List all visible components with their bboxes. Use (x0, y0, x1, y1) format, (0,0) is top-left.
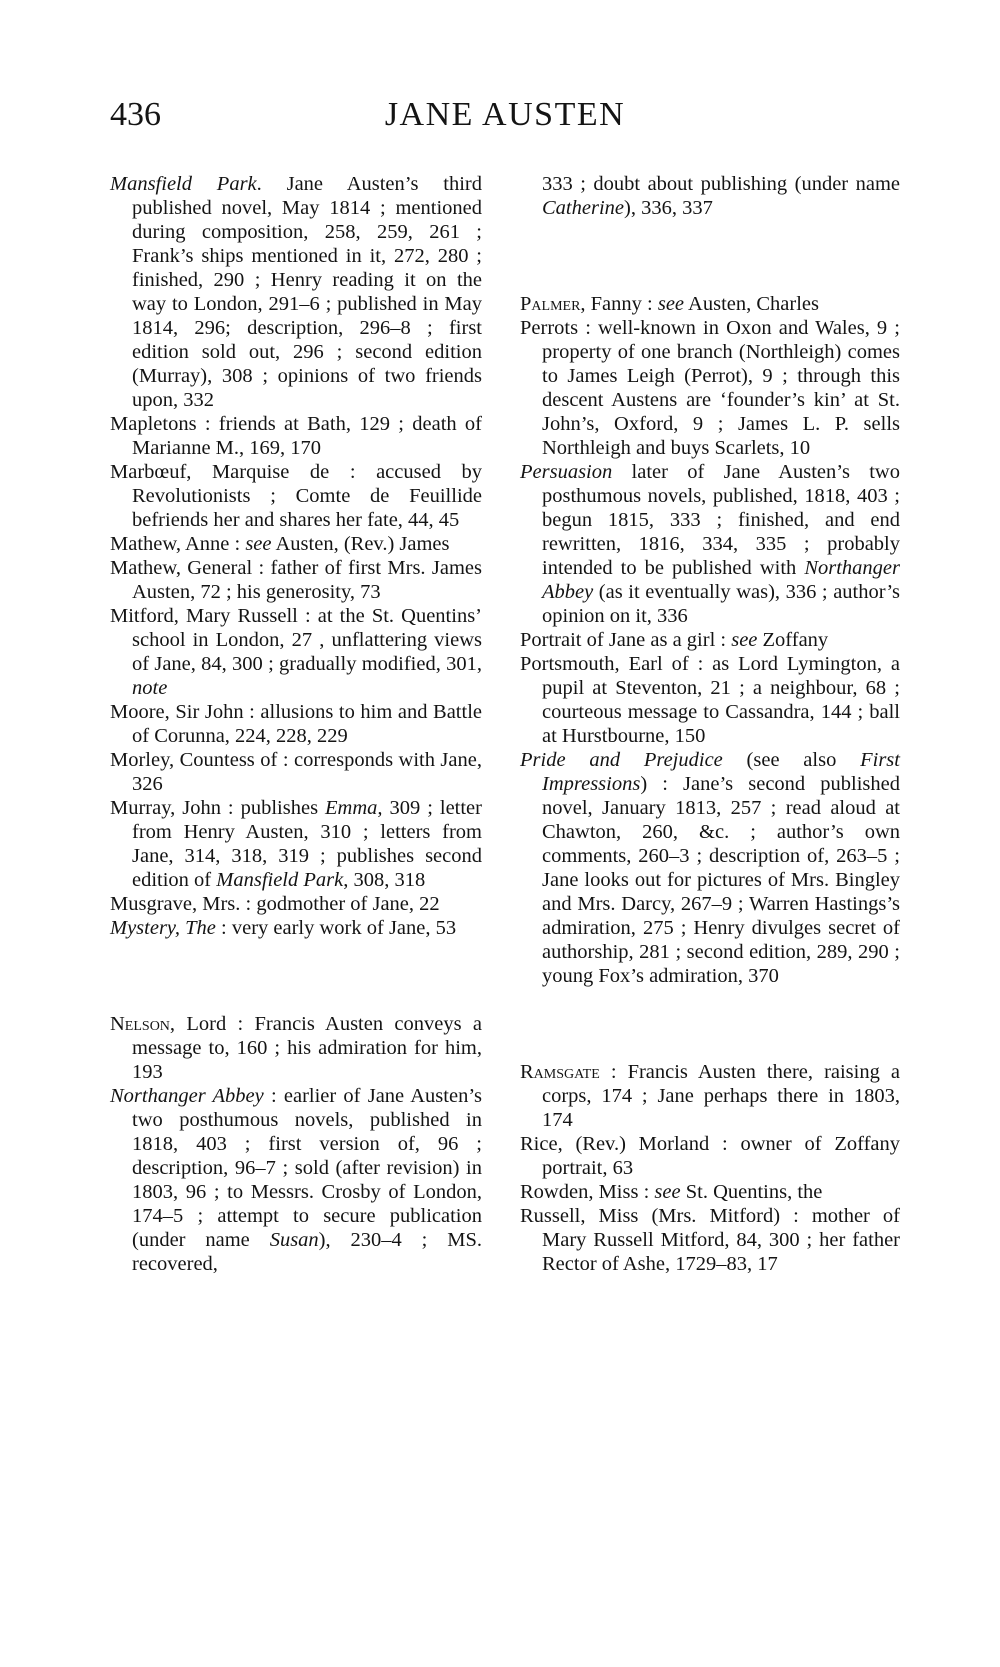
see-reference: see (245, 533, 272, 555)
index-entry-rice: Rice, (Rev.) Morland : owner of Zoffany portrait, 63 (520, 1133, 900, 1179)
index-entry-palmer (520, 292, 900, 316)
entry-text: later of Jane Austen’s two posthumous novels, published, 1818, 403 ; begun 1815, 333 ; finished, and end rewritten, 1816, 334, 335 ; probably intended to be published with (542, 461, 900, 579)
entry-text: ) : Jane’s second published novel, January 1813, 257 ; read aloud at Chawton, 260, &c. ; author’s own comments, 260–3 ; description of, 263–5 ; Jane looks out for pictures of Mrs. Bingley and Mrs. Darcy, 267–9 ; Warren Hastings’s admiration, 275 ; Henry divulges secret of authorship, 281 ; second edition, 289, 290 ; young Fox’s admiration, 370 (542, 773, 900, 987)
entry-text: Rowden, Miss : (520, 1181, 655, 1203)
title-emma: Emma, (325, 797, 383, 819)
entry-heading: Pride and Prejudice (520, 749, 723, 771)
entry-heading: Northanger Abbey (110, 1085, 264, 1107)
entry-text: Mathew, Anne : (110, 533, 246, 555)
entry-text: St. Quentins, the (680, 1181, 823, 1203)
running-title: JANE AUSTEN (384, 96, 626, 133)
index-entry-mansfield-park (110, 172, 482, 412)
index-entry-rowden (520, 1180, 900, 1204)
index-entry-northanger-abbey (110, 1084, 482, 1276)
entry-text: , Lord : Francis Austen conveys a message to, 160 ; his admiration for him, 193 (132, 1013, 482, 1083)
entry-text: (see also (722, 749, 861, 771)
page-header (110, 98, 900, 148)
index-column-left (110, 172, 482, 1276)
see-reference: see (657, 293, 685, 315)
title-susan: Susan (269, 1229, 319, 1251)
see-reference: see (654, 1181, 681, 1203)
index-entry-murray (110, 796, 482, 892)
page-number: 436 (110, 96, 161, 133)
title-catherine: Catherine (542, 197, 624, 219)
entry-text: Mitford, Mary Russell : at the St. Quentins’ school in London, 27 , unflattering views of Jane, 84, 300 ; gradually modified, 301, (110, 605, 482, 675)
index-entry-mitford (110, 604, 482, 700)
index-entry-musgrave: Musgrave, Mrs. : godmother of Jane, 22 (110, 893, 440, 915)
index-column-right (520, 172, 900, 1276)
index-entry-portrait (520, 628, 900, 652)
entry-heading: Nelson (110, 1013, 170, 1035)
entry-text: Murray, John : publishes (110, 797, 326, 819)
section-gap (110, 940, 482, 1012)
title-first-impressions: First Impressions (542, 749, 900, 795)
entry-text: Austen, (Rev.) James (271, 533, 450, 555)
entry-text: : earlier of Jane Austen’s two posthumous novels, published in 1818, 403 ; first version of, 96 ; description, 96–7 ; sold (after revision) in 1803, 96 ; to Messrs. Crosby of London, 174–5 ; attempt to secure publication (under name (132, 1085, 482, 1251)
index-entry-pride-and-prejudice (520, 748, 900, 988)
entry-text: : very early work of Jane, 53 (215, 917, 457, 939)
index-entry-persuasion (520, 460, 900, 628)
index-entry-mystery (110, 916, 482, 940)
entry-text: , Fanny : (580, 293, 658, 315)
index-entry-mathew-anne (110, 532, 482, 556)
index-entry-perrots: Perrots : well-known in Oxon and Wales, 9 ; property of one branch (Northleigh) comes to James Leigh (Perrot), 9 ; through this descent Austens are ‘founder’s kin’ at St. John’s, Oxford, 9 ; James L. P. sells Northleigh and buys Scarlets, 10 (520, 317, 900, 459)
entry-text: . Jane Austen’s third published novel, May 1814 ; mentioned during composition, 258, 259, 261 ; Frank’s ships mentioned in it, 272, 280 ; finished, 290 ; Henry reading it on the way to London, 291–6 ; published in May 1814, 296; description, 296–8 ; first edition sold out, 296 ; second edition (Murray), 308 ; opinions of two friends upon, 332 (132, 173, 482, 411)
index-entry-mathew-general: Mathew, General : father of first Mrs. James Austen, 72 ; his generosity, 73 (110, 557, 482, 603)
entry-text: : Francis Austen there, raising a corps, 174 ; Jane perhaps there in 1803, 174 (542, 1061, 900, 1131)
entry-heading: Mansfield Park (110, 173, 257, 195)
entry-text: 309 ; letter from Henry Austen, 310 ; letters from Jane, 314, 318, 319 ; publishes second edition of (132, 797, 482, 891)
index-entry-marboeuf: Marbœuf, Marquise de : accused by Revolutionists ; Comte de Feuillide befriends her and shares her fate, 44, 45 (110, 461, 482, 531)
title-mansfield-park: Mansfield Park (216, 869, 344, 891)
entry-text: (as it eventually was), 336 ; author’s opinion on it, 336 (542, 581, 900, 627)
entry-text: Zoffany (757, 629, 829, 651)
note-reference: note (132, 677, 168, 699)
title-northanger-abbey: Northanger Abbey (542, 557, 900, 603)
index-entry-mapletons: Mapletons : friends at Bath, 129 ; death of Marianne M., 169, 170 (110, 413, 482, 459)
entry-text: ), 336, 337 (624, 197, 713, 219)
entry-heading: Palmer (520, 293, 581, 315)
entry-text: Austen, Charles (684, 293, 819, 315)
entry-heading: Ramsgate (520, 1061, 600, 1083)
section-gap (520, 220, 900, 292)
entry-text: , 308, 318 (343, 869, 426, 891)
index-entry-northanger-continued (520, 172, 900, 220)
index-entry-morley: Morley, Countess of : corresponds with Jane, 326 (110, 749, 482, 795)
index-entry-russell: Russell, Miss (Mrs. Mitford) : mother of Mary Russell Mitford, 84, 300 ; her father Rector of Ashe, 1729–83, 17 (520, 1205, 900, 1275)
entry-text: ), 230–4 ; MS. recovered, (132, 1229, 482, 1275)
index-entry-ramsgate (520, 1060, 900, 1132)
see-reference: see (731, 629, 758, 651)
index-entry-moore: Moore, Sir John : allusions to him and Battle of Corunna, 224, 228, 229 (110, 701, 482, 747)
entry-text: Portrait of Jane as a girl : (520, 629, 732, 651)
index-entry-portsmouth: Portsmouth, Earl of : as Lord Lymington, a pupil at Steventon, 21 ; a neighbour, 68 ; courteous message to Cassandra, 144 ; ball at Hurstbourne, 150 (520, 653, 900, 747)
index-entry-nelson (110, 1012, 482, 1084)
entry-text: 333 ; doubt about publishing (under name (542, 173, 900, 195)
entry-heading: Mystery, The (110, 917, 216, 939)
entry-heading: Persuasion (520, 461, 613, 483)
section-gap (520, 988, 900, 1060)
